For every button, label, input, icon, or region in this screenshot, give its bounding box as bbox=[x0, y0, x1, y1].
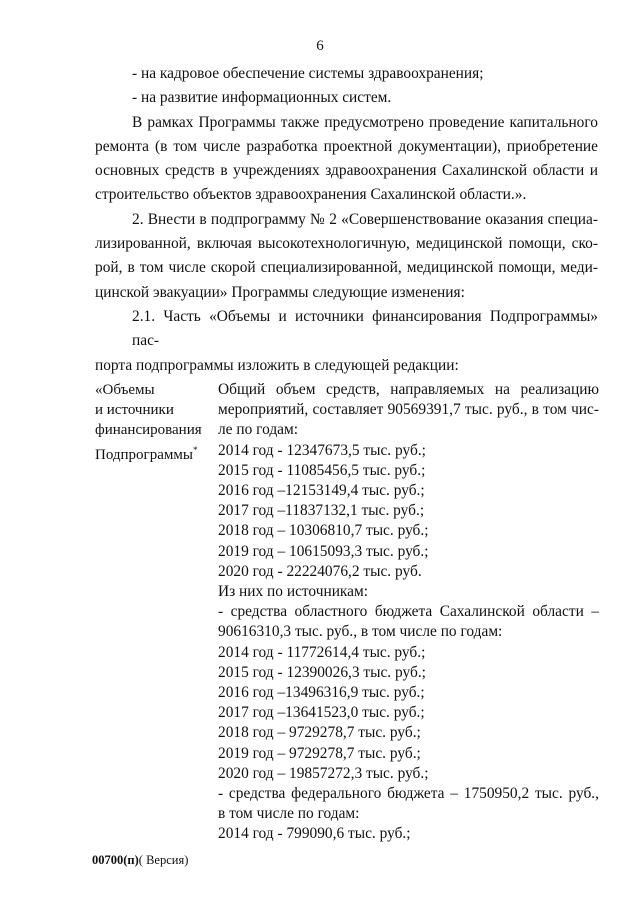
body-text bbox=[95, 62, 598, 378]
content-line: - средства областного бюджета Сахалинской области – bbox=[218, 603, 599, 621]
content-line: 2018 год – 9729278,7 тыс. руб.; bbox=[218, 724, 421, 742]
label-line: и источники bbox=[95, 402, 174, 418]
content-line: 2017 год –13641523,0 тыс. руб.; bbox=[218, 704, 425, 722]
label-line-last bbox=[95, 440, 210, 465]
text-line: строительство объектов здравоохранения Сахалинской области.». bbox=[95, 186, 527, 204]
text-line: 2.1. Часть «Объемы и источники финансирования Подпрограммы» пас- bbox=[132, 307, 598, 350]
text-line: - на развитие информационных систем. bbox=[132, 89, 392, 107]
content-line: 2015 год - 11085456,5 тыс. руб.; bbox=[218, 461, 426, 479]
content-line: 2020 год – 19857272,3 тыс. руб.; bbox=[218, 764, 429, 782]
content-line: 2020 год - 22224076,2 тыс. руб. bbox=[218, 562, 422, 580]
content-line: 90616310,3 тыс. руб., в том числе по годам: bbox=[218, 623, 503, 641]
label-text: Подпрограммы bbox=[95, 447, 193, 463]
text-line: В рамках Программы также предусмотрено проведение капитального bbox=[132, 113, 598, 131]
label-line: финансирования bbox=[95, 422, 202, 438]
content-line: мероприятий, составляет 90569391,7 тыс. руб., в том чис- bbox=[218, 401, 599, 419]
version-label: ( Версия) bbox=[138, 853, 189, 867]
text-line: цинской эвакуации» Программы следующие изменения: bbox=[95, 283, 465, 301]
content-line: 2016 год –13496316,9 тыс. руб.; bbox=[218, 684, 425, 702]
footer-code bbox=[92, 853, 188, 868]
content-line: Из них по источникам: bbox=[218, 583, 369, 601]
footnote-mark: * bbox=[192, 445, 198, 455]
content-line: в том числе по годам: bbox=[218, 805, 360, 823]
content-line: 2016 год –12153149,4 тыс. руб.; bbox=[218, 482, 425, 500]
content-line: 2015 год - 12390026,3 тыс. руб.; bbox=[218, 663, 426, 681]
text-line: - на кадровое обеспечение системы здравоохранения; bbox=[132, 65, 484, 82]
content-line: - средства федерального бюджета – 1750950,2 тыс. руб., bbox=[218, 785, 599, 803]
content-line: ле по годам: bbox=[218, 421, 298, 439]
content-line: Общий объем средств, направляемых на реализацию bbox=[218, 381, 599, 398]
text-line: рой, в том числе скорой специализированной, медицинской помощи, меди- bbox=[95, 259, 598, 277]
text-line: ремонта (в том числе разработка проектной документации), приобретение bbox=[95, 137, 598, 155]
text-line: основных средств в учреждениях здравоохранения Сахалинской области и bbox=[95, 162, 598, 180]
content-line: 2014 год - 799090,6 тыс. руб.; bbox=[218, 825, 411, 843]
text-line: лизированной, включая высокотехнологичную, медицинской помощи, ско- bbox=[95, 235, 598, 253]
passport-content bbox=[218, 380, 599, 845]
content-line: 2019 год – 10615093,3 тыс. руб.; bbox=[218, 542, 429, 560]
text-line: порта подпрограммы изложить в следующей редакции: bbox=[95, 356, 459, 374]
content-line: 2014 год - 11772614,4 тыс. руб.; bbox=[218, 643, 426, 661]
content-line: 2014 год - 12347673,5 тыс. руб.; bbox=[218, 441, 426, 459]
document-code: 00700(п) bbox=[92, 853, 139, 867]
content-line: 2019 год – 9729278,7 тыс. руб.; bbox=[218, 744, 421, 762]
page-number: 6 bbox=[316, 38, 324, 54]
label-line: «Объемы bbox=[95, 382, 155, 398]
content-line: 2017 год –11837132,1 тыс. руб.; bbox=[218, 502, 425, 520]
passport-label bbox=[95, 380, 210, 465]
content-line: 2018 год – 10306810,7 тыс. руб.; bbox=[218, 522, 429, 540]
text-line: 2. Внести в подпрограмму № 2 «Совершенствование оказания специа- bbox=[132, 210, 598, 228]
